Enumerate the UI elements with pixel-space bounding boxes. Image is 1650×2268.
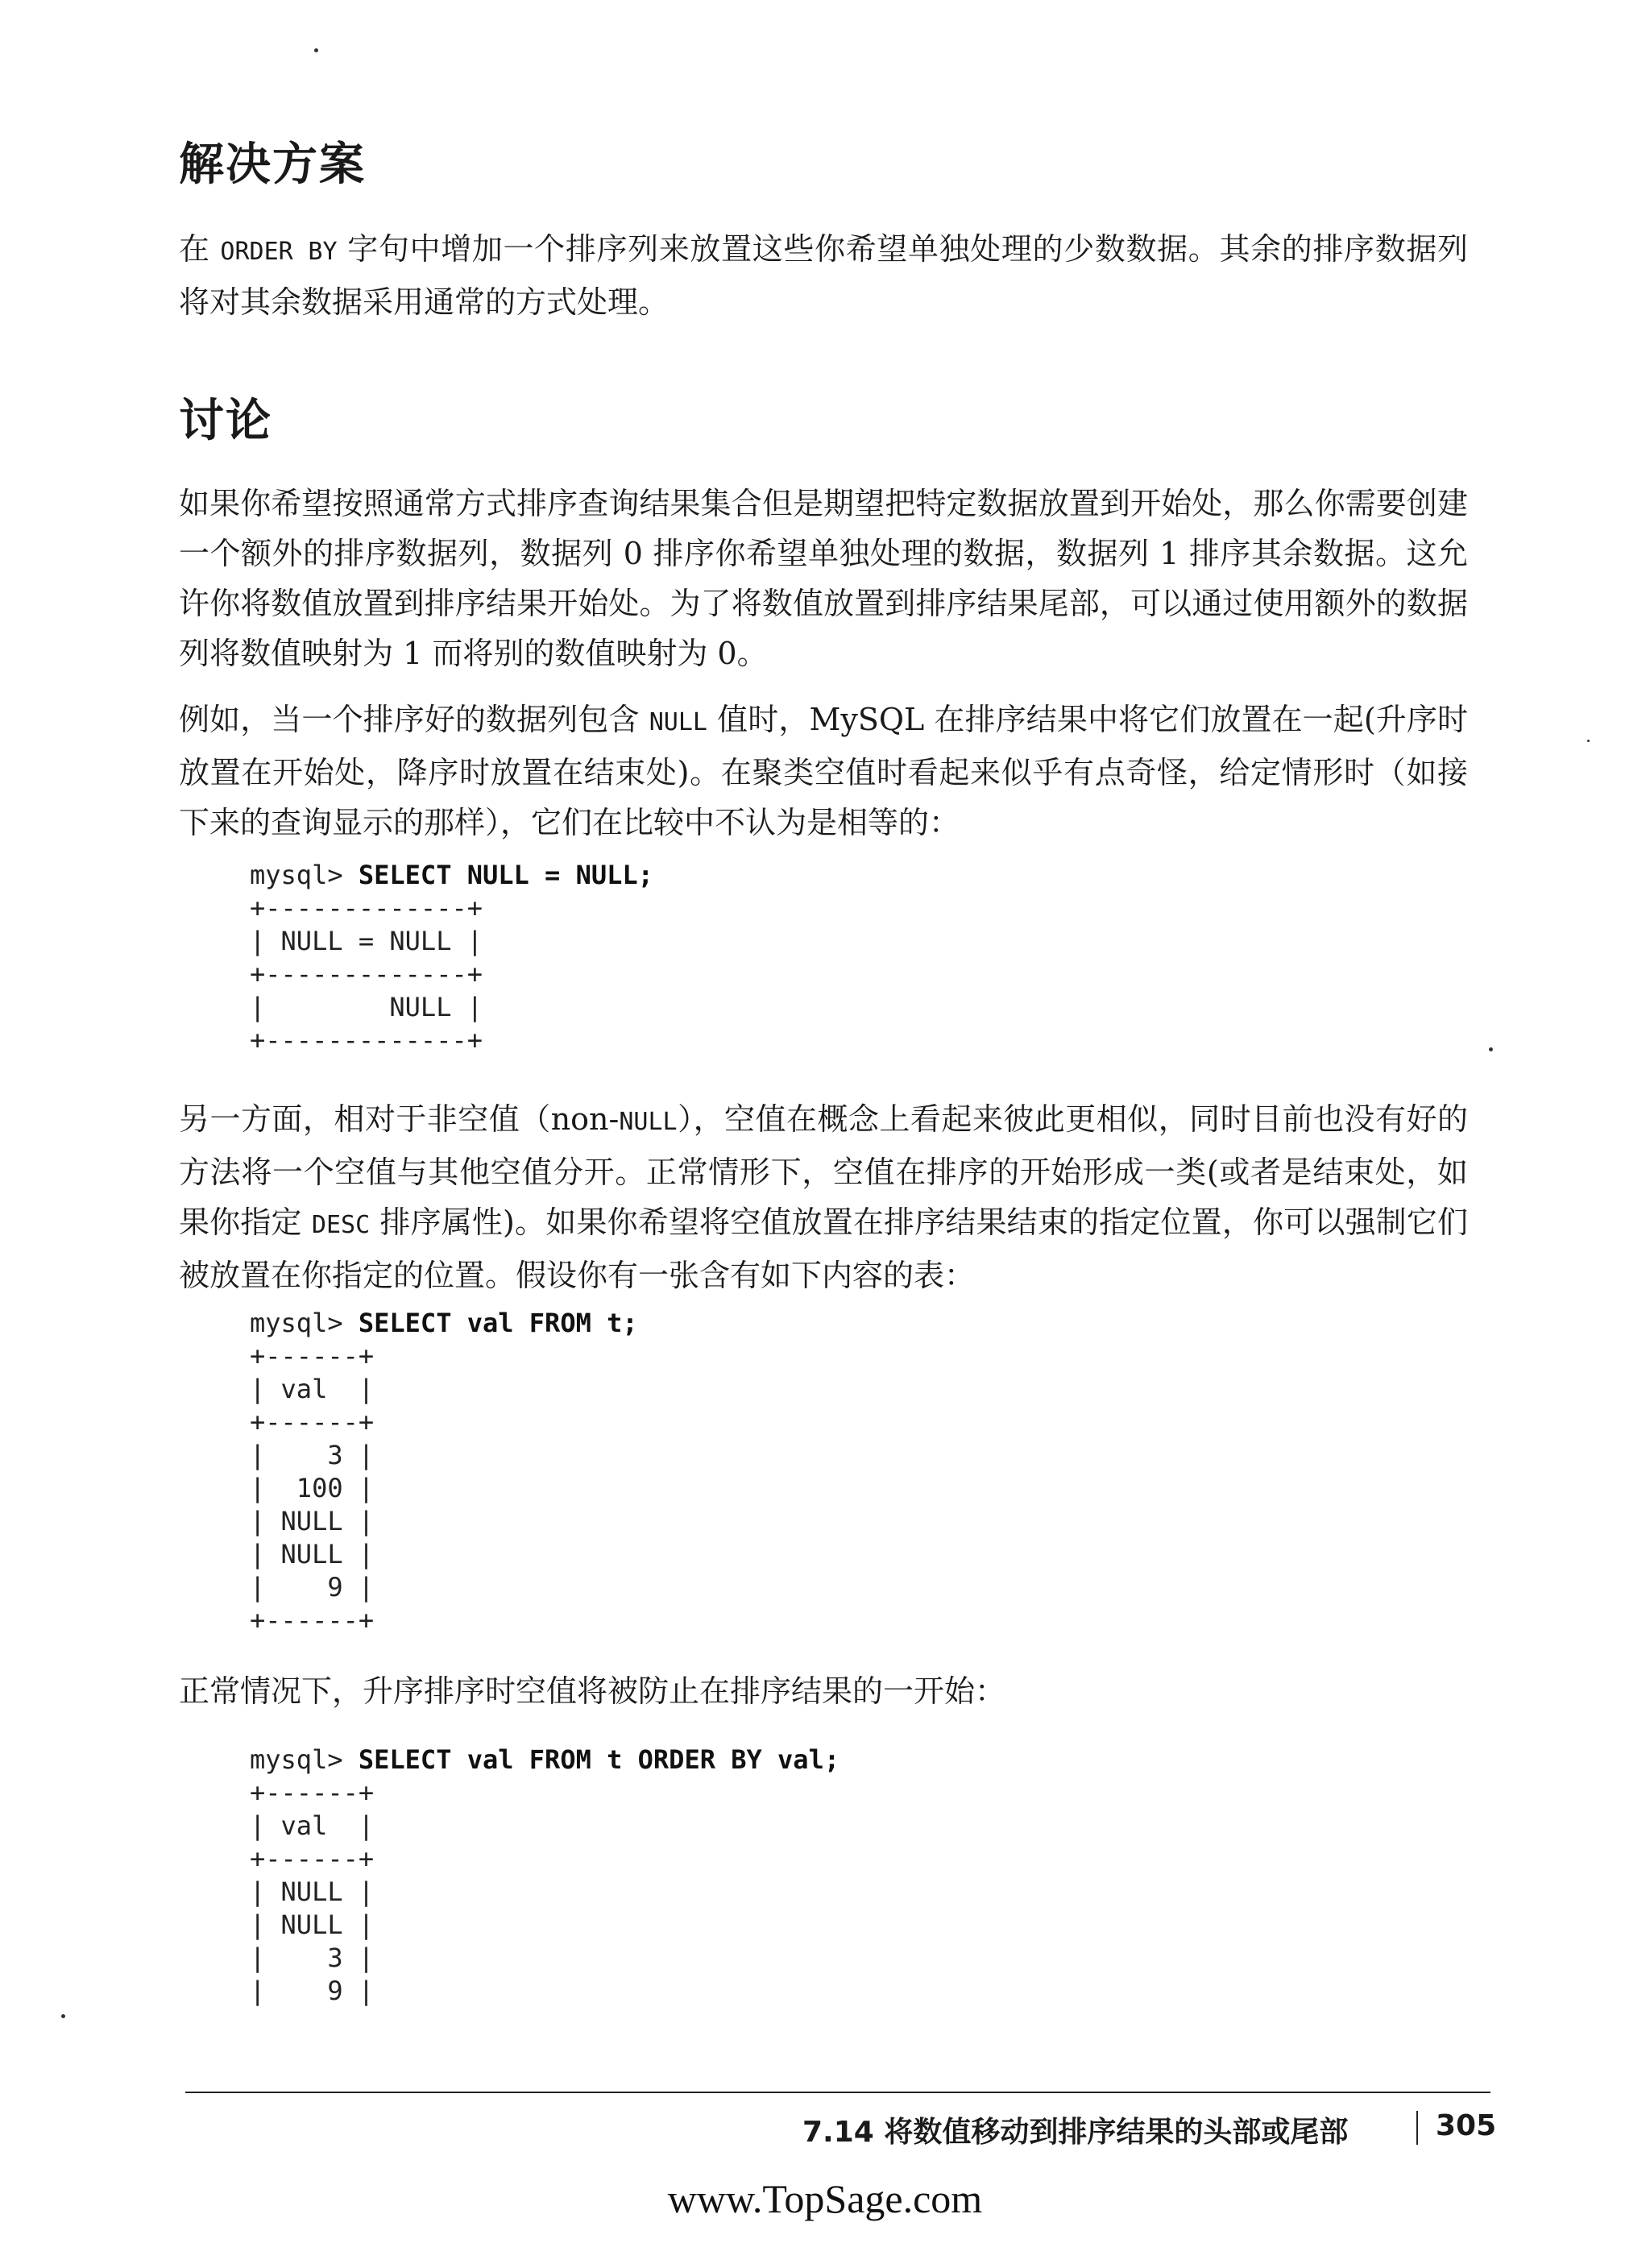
code-block-null-compare [250,859,653,1057]
inline-code-null: NULL [649,708,707,736]
footer-separator [1416,2111,1418,2145]
scan-speck [1587,740,1590,742]
code-prompt: mysql> [250,1308,359,1338]
scan-speck [61,2014,65,2018]
code-block-select-val [250,1307,638,1637]
code-block-order-by-val [250,1743,840,2008]
watermark: www.TopSage.com [667,2176,983,2221]
discussion-paragraph-4: 正常情况下，升序排序时空值将被防止在排序结果的一开始： [179,1673,1006,1709]
discussion-paragraph-3 [179,1094,1468,1300]
scan-speck [314,48,318,52]
para2-text-post: 值时，MySQL 在排序结果中将它们放置在一起(升序时放置在开始处，降序时放置在结束处)。在聚类空值时看起来似乎有点奇怪，给定情形时（如接下来的查询显示的那样），它们在比较中不认为是相等的： [179,702,1468,840]
code-prompt: mysql> [250,1744,359,1775]
code-output: +-------------+ | NULL = NULL | +-------------+ | NULL | +-------------+ [250,893,483,1055]
para2-text-pre: 例如，当一个排序好的数据列包含 [179,702,649,737]
code-output: +------+ | val | +------+ | 3 | | 100 | | NULL | | NULL | | 9 | +------+ [250,1341,375,1636]
footer-section-title: 7.14 将数值移动到排序结果的头部或尾部 [802,2116,1349,2149]
code-query: SELECT val FROM t ORDER BY val; [358,1744,840,1775]
para3-text-pre: 另一方面，相对于非空值（non- [179,1101,620,1137]
footer-rule [185,2092,1490,2093]
inline-code-desc: DESC [311,1211,371,1239]
page-number: 305 [1436,2109,1497,2142]
solution-text-pre: 在 [179,231,221,267]
para3-text-post: 排序属性)。如果你希望将空值放置在排序结果结束的指定位置，你可以强制它们被放置在你指定的位置。假设你有一张含有如下内容的表： [179,1204,1468,1293]
para3-text-mid: ），空值在概念上看起来彼此更相似，同时目前也没有好的方法将一个空值与其他空值分开。正常情形下，空值在排序的开始形成一类(或者是结束处，如果你指定 [179,1101,1468,1240]
solution-paragraph [179,224,1468,327]
inline-code-null-2: NULL [619,1108,678,1136]
code-prompt: mysql> [250,860,359,890]
discussion-heading: 讨论 [179,395,272,447]
code-query: SELECT NULL = NULL; [358,860,653,890]
code-output: +------+ | val | +------+ | NULL | | NULL | | 3 | | 9 | [250,1777,375,2006]
solution-heading: 解决方案 [179,139,366,191]
code-query: SELECT val FROM t; [358,1308,638,1338]
discussion-paragraph-1: 如果你希望按照通常方式排序查询结果集合但是期望把特定数据放置到开始处，那么你需要创建一个额外的排序数据列，数据列 0 排序你希望单独处理的数据，数据列 1 排序其余数据。这允许你将数值放置到排序结果开始处。为了将数值放置到排序结果尾部，可以通过使用额外的数据列将数值映射为 1 而将别的数值映射为 0。 [179,486,1468,671]
scan-speck [1489,1047,1493,1051]
solution-text-post: 字句中增加一个排序列来放置这些你希望单独处理的少数数据。其余的排序数据列将对其余数据采用通常的方式处理。 [179,231,1468,320]
discussion-paragraph-2 [179,694,1468,848]
inline-code-order-by: ORDER BY [220,238,338,266]
